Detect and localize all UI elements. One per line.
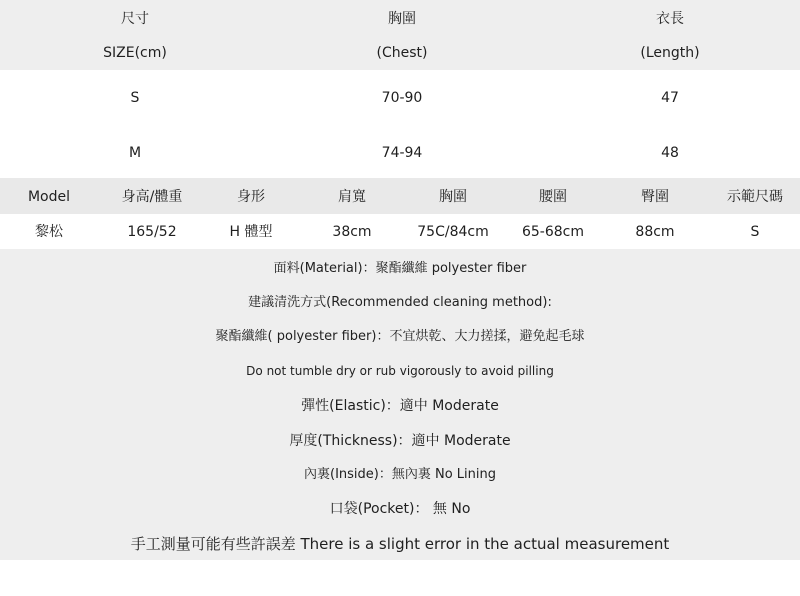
length-header-english: (Length) bbox=[640, 45, 700, 61]
model-header-model: Model bbox=[27, 189, 71, 205]
model-value-hip: 88cm bbox=[635, 224, 675, 240]
model-value-chest: 75C/84cm bbox=[417, 224, 489, 240]
lining-line: 內裏(Inside)：無內裏 No Lining bbox=[304, 467, 496, 482]
length-header-chinese: 衣長 bbox=[656, 11, 684, 27]
size-row-s-size: S bbox=[130, 90, 140, 106]
model-value-waist: 65-68cm bbox=[521, 224, 585, 240]
model-header-size: 示範尺碼 bbox=[727, 189, 783, 205]
cleaning-method-english: Do not tumble dry or rub vigorously to avoid pilling bbox=[246, 364, 554, 378]
model-header-shoulder: 肩寬 bbox=[338, 189, 366, 205]
model-value-size: S bbox=[750, 224, 760, 240]
model-value-height-weight: 165/52 bbox=[127, 224, 177, 240]
size-row-m-size: M bbox=[128, 145, 142, 161]
model-table-header-background bbox=[0, 178, 800, 214]
cleaning-method-chinese: 聚酯纖維( polyester fiber)：不宜烘乾、大力搓揉，避免起毛球 bbox=[215, 329, 585, 344]
size-header-chinese: 尺寸 bbox=[121, 11, 149, 27]
size-row-m-length: 48 bbox=[661, 145, 679, 161]
measurement-note: 手工測量可能有些許誤差 There is a slight error in the actual measurement bbox=[130, 535, 670, 553]
chest-header-english: (Chest) bbox=[376, 45, 428, 61]
size-header-english: SIZE(cm) bbox=[103, 45, 167, 61]
model-header-waist: 腰圍 bbox=[539, 189, 567, 205]
model-header-height-weight: 身高/體重 bbox=[121, 189, 183, 205]
model-header-chest: 胸圍 bbox=[439, 189, 467, 205]
model-value-body-shape: H 體型 bbox=[229, 224, 273, 240]
chest-header-chinese: 胸圍 bbox=[388, 11, 416, 27]
model-table-row-background bbox=[0, 214, 800, 249]
model-value-shoulder: 38cm bbox=[332, 224, 372, 240]
size-row-m-chest: 74-94 bbox=[381, 145, 423, 161]
model-value-name: 黎松 bbox=[35, 224, 63, 240]
pocket-line: 口袋(Pocket)： 無 No bbox=[329, 501, 471, 517]
thickness-line: 厚度(Thickness)：適中 Moderate bbox=[289, 433, 511, 449]
elastic-line: 彈性(Elastic)：適中 Moderate bbox=[301, 398, 499, 414]
cleaning-method-title: 建議清洗方式(Recommended cleaning method): bbox=[248, 295, 552, 310]
size-row-s-length: 47 bbox=[661, 90, 679, 106]
material-line: 面料(Material)：聚酯纖維 polyester fiber bbox=[273, 261, 527, 276]
model-header-body-shape: 身形 bbox=[237, 189, 265, 205]
model-header-hip: 臀圍 bbox=[641, 189, 669, 205]
size-row-s-chest: 70-90 bbox=[381, 90, 423, 106]
